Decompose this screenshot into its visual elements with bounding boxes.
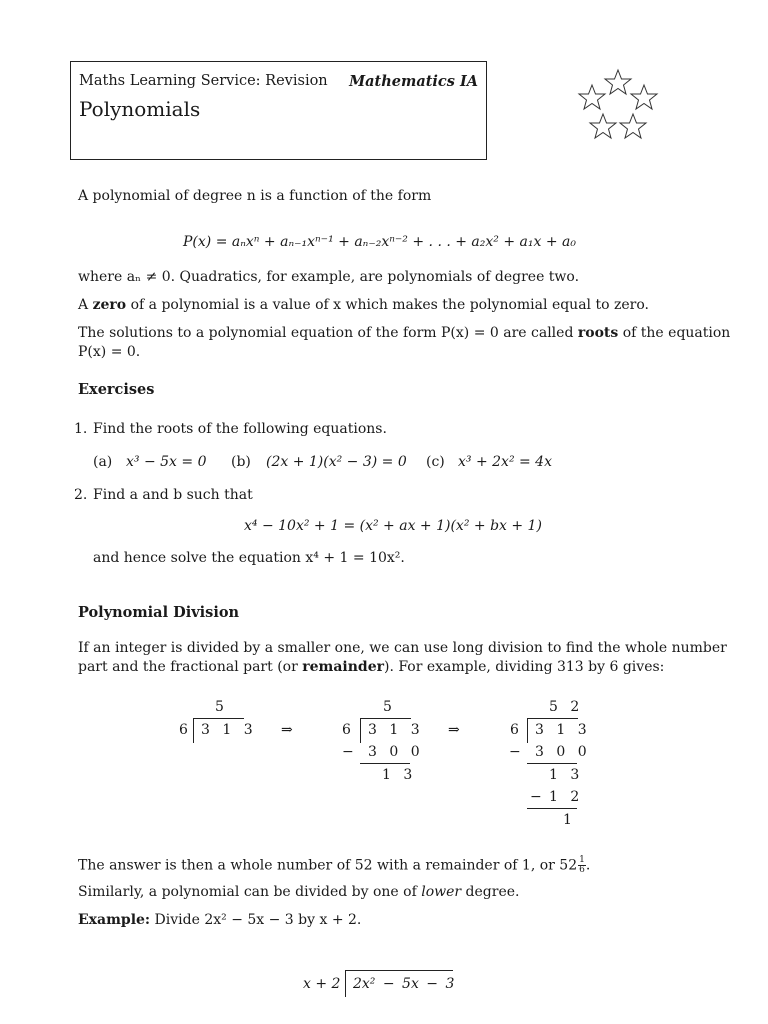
- arrow-1: ⇒: [281, 722, 293, 738]
- arrow-2: ⇒: [448, 722, 460, 738]
- q1-part-c-eq: x³ + 2x² = 4x: [458, 454, 552, 470]
- step2-dividend: 3 1 3: [368, 722, 424, 738]
- question-2-equation: x⁴ − 10x² + 1 = (x² + ax + 1)(x² + bx + 1): [244, 518, 542, 534]
- question-2-number: 2.: [74, 487, 88, 503]
- course-name: Mathematics IA: [349, 73, 478, 90]
- step3-subtrahend-2: 1 2: [549, 789, 584, 805]
- question-2-text: Find a and b such that: [93, 487, 253, 503]
- step3-quotient: 5 2: [549, 699, 584, 715]
- step3-minus-1: −: [509, 744, 521, 760]
- step3-subtrahend-1: 3 0 0: [535, 744, 591, 760]
- division-para-line2: part and the fractional part (or remainder). For example, dividing 313 by 6 gives:: [78, 659, 665, 675]
- step3-remainder-2: 1: [563, 812, 572, 828]
- q1-part-c-label: (c): [426, 454, 445, 470]
- division-heading: Polynomial Division: [78, 604, 240, 621]
- step3-dividend: 3 1 3: [535, 722, 591, 738]
- where-line: where aₙ ≠ 0. Quadratics, for example, are polynomials of degree two.: [78, 269, 580, 285]
- step1-divisor: 6: [179, 722, 188, 738]
- step3-rule-1: [527, 763, 577, 764]
- service-name: Maths Learning Service: Revision: [79, 73, 328, 89]
- question-1-text: Find the roots of the following equations.: [93, 421, 387, 437]
- division-para-line1: If an integer is divided by a smaller one, we can use long division to find the whole number: [78, 640, 727, 656]
- step2-remainder: 1 3: [382, 767, 417, 783]
- page-title: Polynomials: [79, 97, 201, 121]
- five-stars-icon: [575, 66, 661, 148]
- q1-part-b-label: (b): [231, 454, 251, 470]
- question-2-hence: and hence solve the equation x⁴ + 1 = 10x².: [93, 550, 405, 566]
- roots-definition: The solutions to a polynomial equation of the form P(x) = 0 are called roots of the equation: [78, 325, 731, 341]
- roots-definition-cont: P(x) = 0.: [78, 344, 141, 360]
- exercises-heading: Exercises: [78, 381, 155, 398]
- zero-definition: A zero of a polynomial is a value of x which makes the polynomial equal to zero.: [78, 297, 649, 313]
- fraction-one-sixth: $\frac{1}{6}$: [579, 855, 585, 875]
- step2-rule: [360, 763, 410, 764]
- polynomial-formula: P(x) = aₙxⁿ + aₙ₋₁xⁿ⁻¹ + aₙ₋₂xⁿ⁻² + . . . + a₂x² + a₁x + a₀: [183, 234, 576, 250]
- step2-subtrahend: 3 0 0: [368, 744, 424, 760]
- intro-line: A polynomial of degree n is a function of the form: [78, 188, 432, 204]
- step1-quotient: 5: [215, 699, 224, 715]
- step2-divisor: 6: [342, 722, 351, 738]
- q1-part-a-eq: x³ − 5x = 0: [126, 454, 207, 470]
- poly-divisor: x + 2: [303, 976, 341, 992]
- q1-part-a-label: (a): [93, 454, 113, 470]
- example-line: Example: Divide 2x² − 5x − 3 by x + 2.: [78, 912, 362, 928]
- step3-remainder-1: 1 3: [549, 767, 584, 783]
- answer-line: The answer is then a whole number of 52 with a remainder of 1, or 52 $\frac{1}{6}$ .: [78, 855, 591, 875]
- similarly-line: Similarly, a polynomial can be divided by one of lower degree.: [78, 884, 520, 900]
- step3-rule-2: [527, 808, 577, 809]
- step1-dividend: 3 1 3: [201, 722, 257, 738]
- step2-quotient: 5: [383, 699, 392, 715]
- poly-dividend: 2x² − 5x − 3: [353, 976, 455, 992]
- step2-minus: −: [342, 744, 354, 760]
- header-box: [70, 61, 487, 160]
- q1-part-b-eq: (2x + 1)(x² − 3) = 0: [266, 454, 407, 470]
- step3-minus-2: −: [530, 789, 542, 805]
- step3-divisor: 6: [510, 722, 519, 738]
- question-1-number: 1.: [74, 421, 88, 437]
